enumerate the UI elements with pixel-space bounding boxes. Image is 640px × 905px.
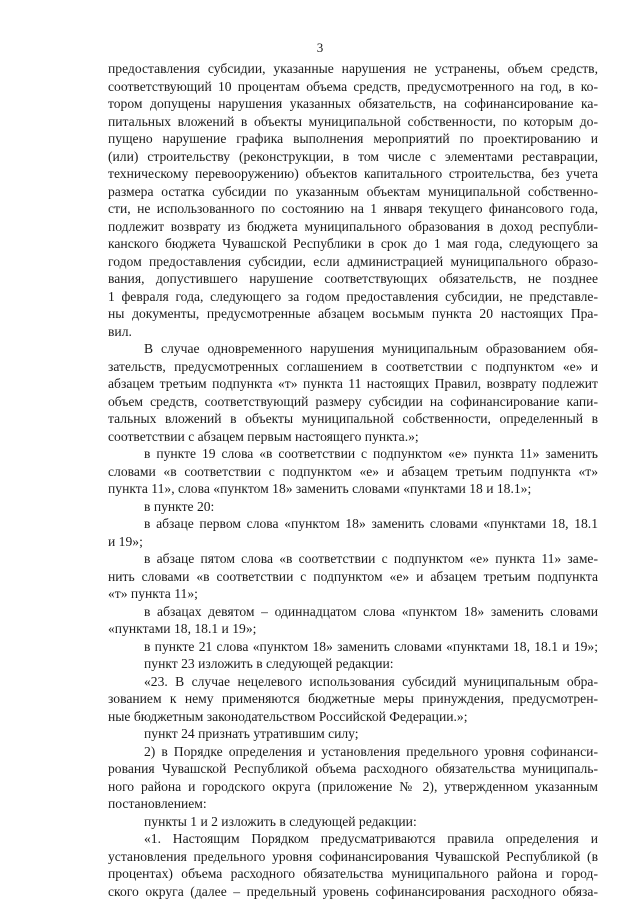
text-line: «1. Настоящим Порядком предусматриваются правила определения и	[144, 831, 598, 846]
text-line: (или) строительству (реконструкции, в том числе с элементами реставрации,	[108, 148, 598, 164]
text-line: в пункте 21 слова «пунктом 18» заменить словами «пунктами 18, 18.1 и 19»;	[144, 638, 598, 654]
text-line: питальных вложений в объекты муниципальной собственности, по которым до-	[108, 113, 598, 129]
text-line: постановлением:	[108, 796, 207, 811]
text-line: подлежит возврату из бюджета муниципального образования в доход республи-	[108, 218, 598, 234]
text-line: в пункте 19 слова «в соответствии с подпунктом «е» пункта 11» заменить	[144, 446, 598, 461]
text-line: процентах) объема расходного обязательства муниципального района и город-	[108, 866, 598, 881]
text-line: зованием к нему применяются бюджетные меры принуждения, предусмотрен-	[108, 691, 598, 706]
text-line: соответствии с абзацем первым настоящего пункта.»;	[108, 428, 419, 444]
text-line: ные бюджетным законодательством Российской Федерации.»;	[108, 708, 468, 724]
text-line: годом предоставления субсидии, если администрацией муниципального образо-	[108, 253, 598, 269]
text-line: «23. В случае нецелевого использования субсидий муниципальным обра-	[144, 673, 598, 689]
text-line: тальных вложений в объекты муниципальной собственности, определенный в	[108, 411, 598, 426]
text-line: техническому перевооружению) объектов капитального строительства, без учета	[108, 166, 598, 181]
text-line: пункты 1 и 2 изложить в следующей редакции:	[144, 813, 417, 829]
text-line: канского бюджета Чувашской Республики в срок до 1 мая года, следующего за	[108, 236, 598, 251]
text-line: «т» пункта 11»;	[108, 586, 198, 601]
page-number: 3	[316, 40, 324, 55]
text-line: вил.	[108, 323, 132, 339]
text-line: пункта 11», слова «пунктом 18» заменить словами «пунктами 18 и 18.1»;	[108, 481, 532, 496]
text-line: «пунктами 18, 18.1 и 19»;	[108, 621, 257, 636]
text-line: зательств, предусмотренных соглашением в соответствии с подпунктом «е» и	[108, 358, 598, 374]
text-line: в абзаце пятом слова «в соответствии с подпунктом «е» пункта 11» заме-	[144, 551, 598, 566]
text-line: В случае одновременного нарушения муниципальным образованием обя-	[144, 341, 598, 356]
text-line: размера остатка субсидии по указанным объектам муниципальной собственно-	[108, 183, 598, 199]
text-line: вания, допустившего нарушение соответствующих обязательств, не позднее	[108, 271, 598, 286]
text-line: пущено нарушение графика выполнения мероприятий по проектированию и	[108, 131, 598, 146]
text-line: и 19»;	[108, 533, 143, 549]
text-line: объем средств, соответствующий размеру субсидии на софинансирование капи-	[108, 393, 598, 409]
text-line: ного района и городского округа (приложение № 2), утвержденном указанным	[108, 778, 598, 794]
text-line: нить словами «в соответствии с подпунктом «е» и абзацем третьим подпункта	[108, 568, 598, 584]
text-line: абзацем третьим подпункта «т» пункта 11 настоящих Правил, возврату подлежит	[108, 376, 598, 391]
text-line: соответствующий 10 процентам объема средств, предусмотренного на год, в ко-	[108, 78, 598, 94]
text-line: рования Чувашской Республикой объема расходного обязательства муниципаль-	[108, 761, 598, 776]
text-line: в пункте 20:	[144, 498, 215, 514]
text-line: в абзацах девятом – одиннадцатом слова «пунктом 18» заменить словами	[144, 603, 598, 619]
text-line: 1 февраля года, следующего за годом предоставления субсидии, не представле-	[108, 288, 598, 304]
text-line: ны документы, предусмотренные абзацем восьмым пункта 20 настоящих Пра-	[108, 306, 598, 321]
document-body	[108, 60, 598, 900]
text-line: словами «в соответствии с подпунктом «е» и абзацем третьим подпункта «т»	[108, 463, 598, 479]
text-line: предоставления субсидии, указанные нарушения не устранены, объем средств,	[108, 61, 598, 76]
text-line: пункт 23 изложить в следующей редакции:	[144, 656, 394, 671]
text-line: ского округа (далее – предельный уровень софинансирования расходного обяза-	[108, 883, 598, 899]
text-line: пункт 24 признать утратившим силу;	[144, 726, 359, 741]
text-line: в абзаце первом слова «пунктом 18» заменить словами «пунктами 18, 18.1	[144, 516, 598, 531]
text-line: установления предельного уровня софинансирования Чувашской Республикой (в	[108, 848, 598, 864]
text-line: сти, не использованного по состоянию на 1 января текущего финансового года,	[108, 201, 598, 216]
text-line: тором допущены нарушения указанных обязательств, на софинансирование ка-	[108, 96, 598, 111]
text-line: 2) в Порядке определения и установления предельного уровня софинанси-	[144, 743, 598, 759]
